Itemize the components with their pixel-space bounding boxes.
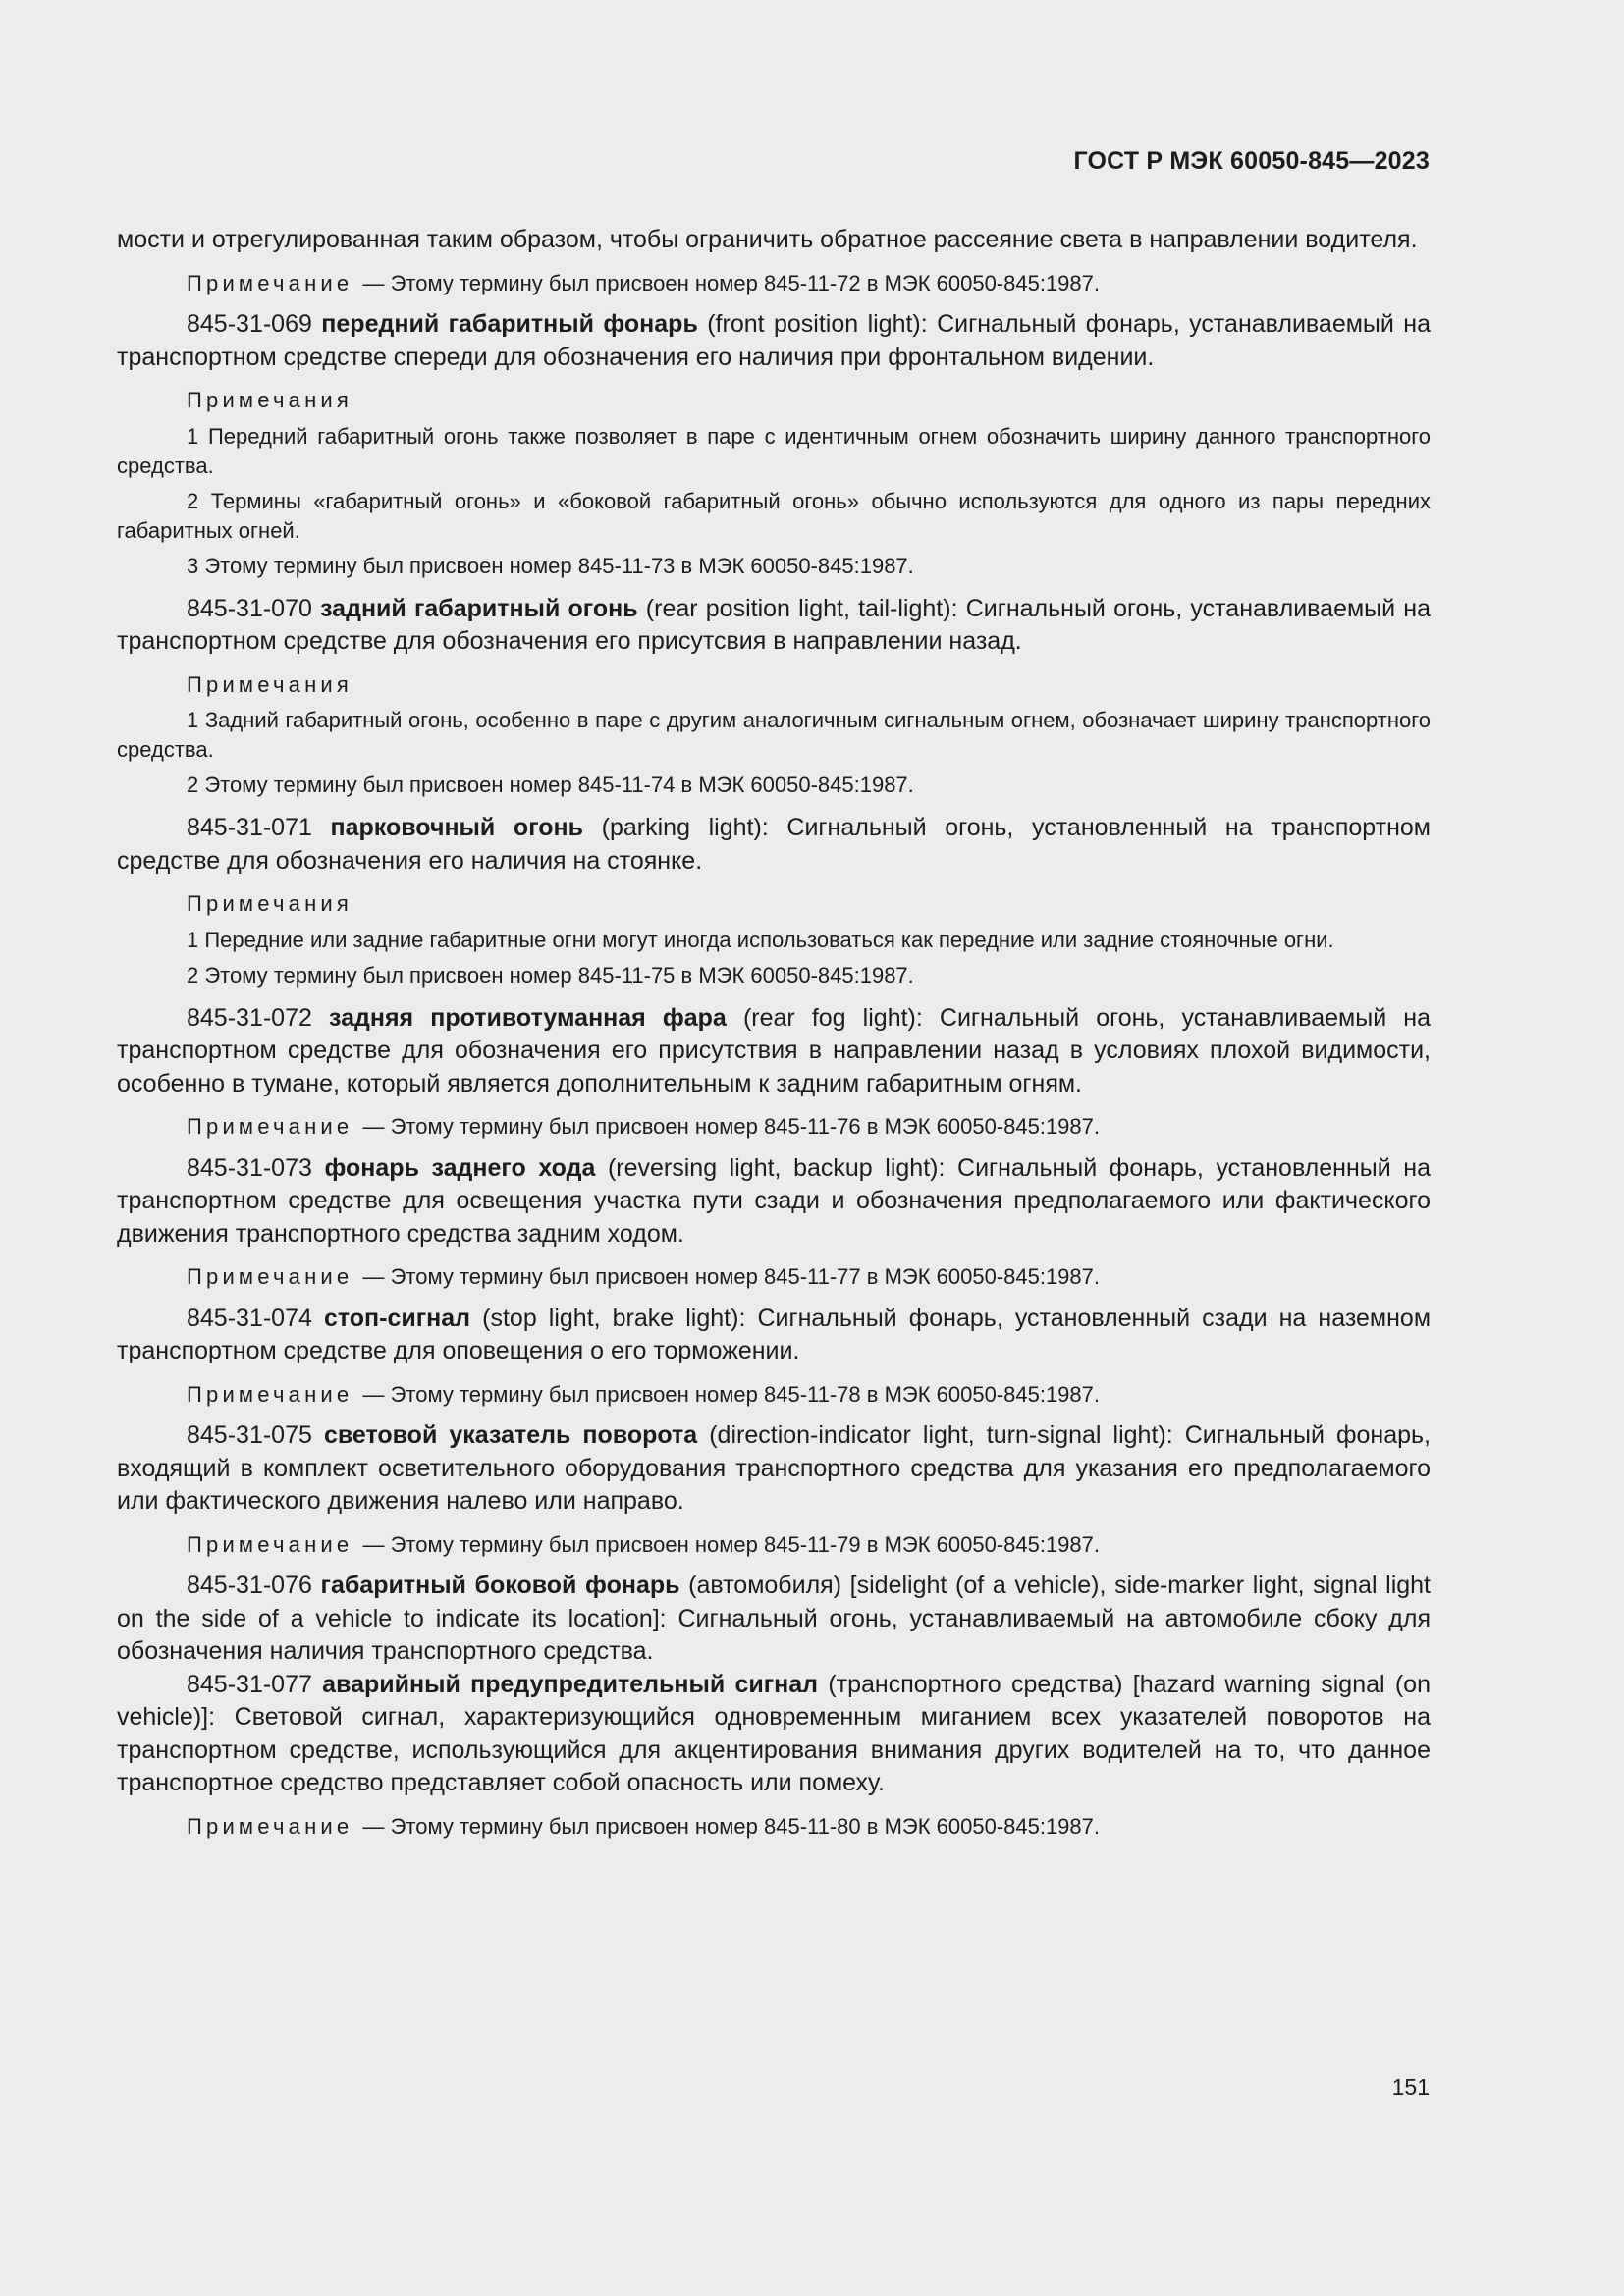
note-label: Примечание xyxy=(187,270,353,295)
term-definition: (транспортного средства) [hazard warning signal (on vehicle)]: Световой сигнал, характеризующийся одновременным миганием всех указателей поворотов на транспортном средстве, использующийся для акцентирования внимания других водителей на то, что данное транспортное средство представляет собой опасность или помеху. xyxy=(117,1670,1431,1796)
note-item: 3 Этому термину был присвоен номер 845-11-73 в МЭК 60050-845:1987. xyxy=(187,553,914,578)
note xyxy=(117,269,1431,298)
term-name: фонарь заднего хода xyxy=(324,1153,596,1182)
term-definition: (rear position light, tail-light): Сигнальный огонь, устанавливаемый на транспортном средстве для обозначения его присутсвия в направлении назад. xyxy=(117,594,1431,655)
note xyxy=(117,1812,1431,1842)
term-number: 845-31-073 xyxy=(187,1153,312,1182)
note-item: 1 Передние или задние габаритные огни могут иногда использоваться как передние или задние стояночные огни. xyxy=(187,927,1334,952)
note-text: — Этому термину был присвоен номер 845-11-80 в МЭК 60050-845:1987. xyxy=(362,1813,1101,1839)
term-name: парковочный огонь xyxy=(330,814,584,841)
note xyxy=(117,1112,1431,1142)
note-text: — Этому термину был присвоен номер 845-11-77 в МЭК 60050-845:1987. xyxy=(362,1264,1101,1289)
note-label: Примечание xyxy=(187,1264,353,1289)
note-item: 2 Термины «габаритный огонь» и «боковой габаритный огонь» обычно используются для одного из пары передних габаритных огней. xyxy=(117,488,1431,543)
term-entry xyxy=(117,1303,1431,1368)
term-number: 845-31-075 xyxy=(187,1421,312,1449)
term-entry xyxy=(117,812,1431,878)
term-definition: (rear fog light): Сигнальный огонь, устанавливаемый на транспортном средстве для обозначения его присутствия в направлении назад в условиях плохой видимости, особенно в тумане, который является дополнительным к задним габаритным огням. xyxy=(117,1003,1431,1097)
term-name: стоп-сигнал xyxy=(323,1304,471,1332)
note-label: Примечание xyxy=(187,1381,353,1407)
term-entry xyxy=(117,1570,1431,1669)
note-label: Примечание xyxy=(187,1531,353,1557)
notes-heading: Примечания xyxy=(187,671,353,697)
note-text: — Этому термину был присвоен номер 845-11-72 в МЭК 60050-845:1987. xyxy=(362,270,1101,295)
term-name: передний габаритный фонарь xyxy=(321,310,698,338)
term-name: габаритный боковой фонарь xyxy=(320,1572,680,1599)
page-number: 151 xyxy=(1391,2074,1430,2100)
term-number: 845-31-076 xyxy=(187,1572,312,1599)
term-name: аварийный предупредительный сигнал xyxy=(322,1670,819,1698)
notes-heading: Примечания xyxy=(187,891,353,916)
note-item: 2 Этому термину был присвоен номер 845-11-75 в МЭК 60050-845:1987. xyxy=(187,962,914,988)
term-definition: (front position light): Сигнальный фонарь, устанавливаемый на транспортном средстве спереди для обозначения его наличия при фронтальном видении. xyxy=(117,310,1431,371)
term-entry xyxy=(117,1152,1431,1252)
note-label: Примечание xyxy=(187,1813,353,1839)
note-text: — Этому термину был присвоен номер 845-11-79 в МЭК 60050-845:1987. xyxy=(362,1531,1101,1557)
term-definition: (stop light, brake light): Сигнальный фонарь, установленный сзади на наземном транспортном средстве для оповещения о его торможении. xyxy=(117,1304,1432,1364)
note-label: Примечание xyxy=(187,1114,353,1139)
term-definition: (автомобиля) [sidelight (of a vehicle), side-marker light, signal light on the side of a vehicle to indicate its location]: Сигнальный огонь, устанавливаемый на автомобиле сбоку для обозначения наличия транспортного средства. xyxy=(117,1572,1432,1665)
term-definition: (reversing light, backup light): Сигнальный фонарь, установленный на транспортном средстве для освещения участка пути сзади и обозначения предполагаемого или фактического движения транспортного средства задним ходом. xyxy=(117,1153,1431,1248)
notes-heading: Примечания xyxy=(187,388,353,412)
term-number: 845-31-071 xyxy=(187,814,312,841)
note xyxy=(117,1530,1431,1560)
note-text: — Этому термину был присвоен номер 845-11-78 в МЭК 60050-845:1987. xyxy=(362,1381,1101,1407)
note-item: 1 Задний габаритный огонь, особенно в паре с другим аналогичным сигнальным огнем, обозначает ширину транспортного средства. xyxy=(117,708,1431,762)
term-number: 845-31-070 xyxy=(187,594,312,622)
note xyxy=(117,1380,1431,1410)
term-entry xyxy=(117,1669,1431,1800)
document-header: ГОСТ Р МЭК 60050-845—2023 xyxy=(1073,147,1430,175)
term-name: задняя противотуманная фара xyxy=(329,1003,727,1032)
term-definition: (parking light): Сигнальный огонь, установленный на транспортном средстве для обозначения его наличия на стоянке. xyxy=(117,814,1431,875)
term-number: 845-31-077 xyxy=(187,1670,312,1698)
continuation-text: мости и отрегулированная таким образом, чтобы ограничить обратное рассеяние света в направлении водителя. xyxy=(117,226,1418,253)
term-entry xyxy=(117,1002,1431,1101)
term-definition: (direction-indicator light, turn-signal light): Сигнальный фонарь, входящий в комплект осветительного оборудования транспортного средства для указания его предполагаемого или фактического движения налево или направо. xyxy=(117,1421,1432,1515)
term-number: 845-31-069 xyxy=(187,310,312,338)
note-item: 1 Передний габаритный огонь также позволяет в паре с идентичным огнем обозначить ширину данного транспортного средства. xyxy=(117,423,1431,478)
term-entry xyxy=(117,1419,1431,1519)
term-number: 845-31-074 xyxy=(187,1304,312,1332)
term-entry xyxy=(117,308,1431,374)
term-name: задний габаритный огонь xyxy=(320,594,638,622)
note-item: 2 Этому термину был присвоен номер 845-11-74 в МЭК 60050-845:1987. xyxy=(187,773,914,797)
term-name: световой указатель поворота xyxy=(323,1421,698,1449)
term-number: 845-31-072 xyxy=(187,1003,312,1032)
document-body xyxy=(117,224,1431,1851)
note xyxy=(117,1262,1431,1292)
term-entry xyxy=(117,593,1431,659)
note-text: — Этому термину был присвоен номер 845-11-76 в МЭК 60050-845:1987. xyxy=(362,1114,1101,1139)
